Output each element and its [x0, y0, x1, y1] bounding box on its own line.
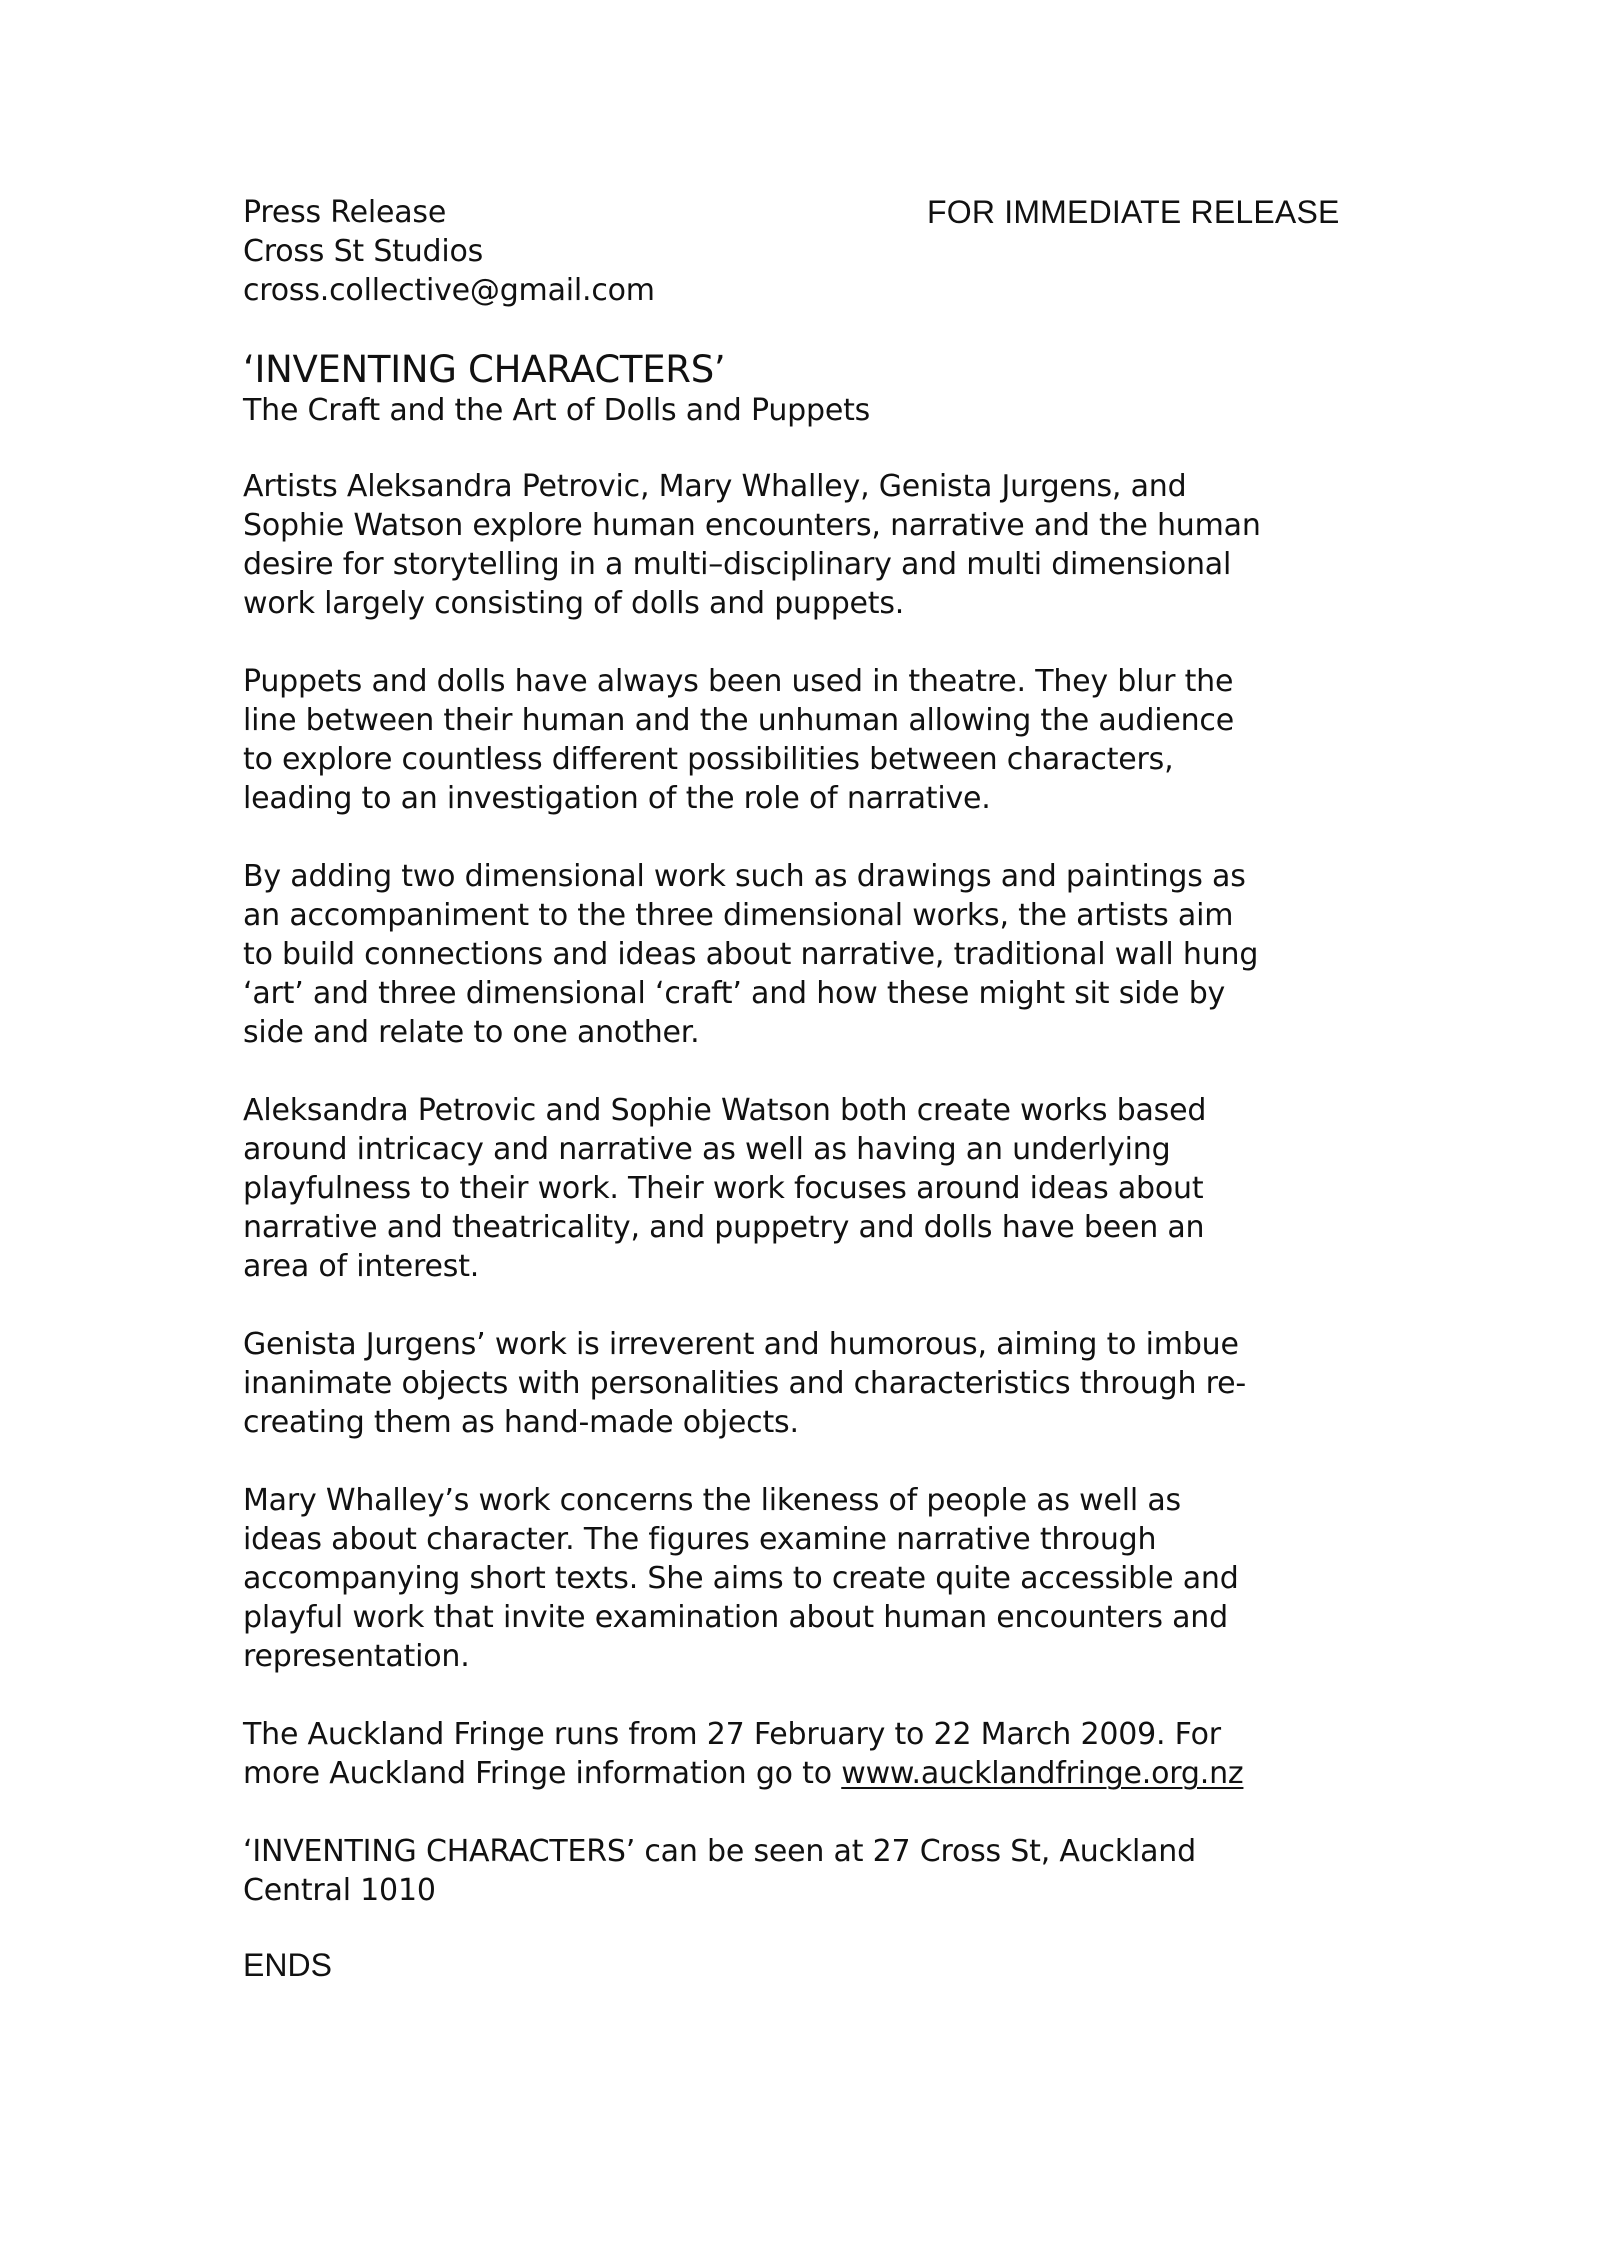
header-row [243, 193, 1373, 232]
paragraph-line [243, 1754, 1373, 1793]
paragraph-intro [243, 467, 1373, 623]
paragraph-line: ‘INVENTING CHARACTERS’ can be seen at 27 Cross St, Auckland [243, 1834, 1196, 1869]
paragraph-line: ‘art’ and three dimensional ‘craft’ and how these might sit side by [243, 976, 1226, 1011]
organization-name: Cross St Studios [243, 234, 484, 269]
paragraph-whalley [243, 1481, 1373, 1676]
exhibition-title: ‘INVENTING CHARACTERS’ [243, 348, 726, 391]
paragraph-line: The Auckland Fringe runs from 27 February to 22 March 2009. For [243, 1717, 1221, 1752]
release-tag: FOR IMMEDIATE RELEASE [927, 194, 1340, 230]
paragraph-line: Puppets and dolls have always been used in theatre. They blur the [243, 664, 1234, 699]
header-block [243, 193, 1373, 310]
paragraph-line: to build connections and ideas about narrative, traditional wall hung [243, 937, 1259, 972]
paragraph-line: Sophie Watson explore human encounters, narrative and the human [243, 508, 1261, 543]
paragraph-line: leading to an investigation of the role of narrative. [243, 781, 991, 816]
paragraph-line: creating them as hand-made objects. [243, 1405, 799, 1440]
paragraph-line: Central 1010 [243, 1873, 436, 1908]
paragraph-line: work largely consisting of dolls and puppets. [243, 586, 905, 621]
press-release-label: Press Release [243, 195, 447, 230]
paragraph-puppets-theatre [243, 662, 1373, 818]
exhibition-subtitle: The Craft and the Art of Dolls and Puppets [243, 393, 871, 428]
ends-marker: ENDS [243, 1947, 332, 1983]
paragraph-line: area of interest. [243, 1249, 480, 1284]
paragraph-line: Mary Whalley’s work concerns the likeness of people as well as [243, 1483, 1181, 1518]
paragraph-line: representation. [243, 1639, 470, 1674]
paragraph-jurgens [243, 1325, 1373, 1442]
paragraph-line: around intricacy and narrative as well as having an underlying [243, 1132, 1171, 1167]
paragraph-venue [243, 1832, 1373, 1910]
paragraph-line: inanimate objects with personalities and characteristics through re- [243, 1366, 1246, 1401]
paragraph-line: Aleksandra Petrovic and Sophie Watson both create works based [243, 1093, 1207, 1128]
fringe-info-text: more Auckland Fringe information go to [243, 1756, 842, 1791]
paragraph-petrovic-watson [243, 1091, 1373, 1286]
paragraph-line: to explore countless different possibilities between characters, [243, 742, 1174, 777]
paragraph-line: narrative and theatricality, and puppetry and dolls have been an [243, 1210, 1205, 1245]
paragraph-line: accompanying short texts. She aims to create quite accessible and [243, 1561, 1239, 1596]
contact-email: cross.collective@gmail.com [243, 273, 655, 308]
paragraph-line: line between their human and the unhuman allowing the audience [243, 703, 1234, 738]
paragraph-line: playfulness to their work. Their work focuses around ideas about [243, 1171, 1204, 1206]
fringe-website-link[interactable]: www.aucklandfringe.org.nz [841, 1756, 1244, 1791]
paragraph-line: Genista Jurgens’ work is irreverent and humorous, aiming to imbue [243, 1327, 1239, 1362]
paragraph-line: playful work that invite examination about human encounters and [243, 1600, 1228, 1635]
paragraph-line: side and relate to one another. [243, 1015, 700, 1050]
press-release-document [243, 193, 1373, 1985]
paragraph-line: desire for storytelling in a multi–disciplinary and multi dimensional [243, 547, 1232, 582]
paragraph-line: By adding two dimensional work such as drawings and paintings as [243, 859, 1246, 894]
paragraph-line: an accompaniment to the three dimensional works, the artists aim [243, 898, 1234, 933]
paragraph-line: Artists Aleksandra Petrovic, Mary Whalley, Genista Jurgens, and [243, 469, 1187, 504]
paragraph-fringe-info [243, 1715, 1373, 1793]
paragraph-line: ideas about character. The figures examine narrative through [243, 1522, 1157, 1557]
paragraph-two-dimensional-work [243, 857, 1373, 1052]
